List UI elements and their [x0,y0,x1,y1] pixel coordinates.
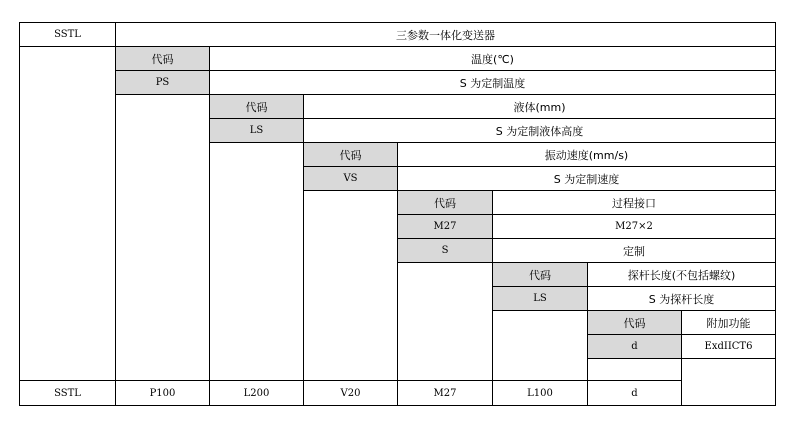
example-cell: P100 [115,380,210,406]
spacer-cell [492,310,588,381]
vibration-code-header: 代码 [303,142,398,167]
process-option1-code: M27 [397,214,493,239]
spacer-cell [397,262,493,381]
vibration-desc: S 为定制速度 [397,166,776,191]
example-cell: V20 [303,380,398,406]
example-cell: L200 [209,380,304,406]
vibration-code: VS [303,166,398,191]
product-title-cell: 三参数一体化变送器 [115,22,776,47]
extra-code-header: 代码 [587,310,682,335]
vibration-header: 振动速度(mm/s) [397,142,776,167]
temperature-code-header: 代码 [115,46,210,71]
process-option2-desc: 定制 [492,238,776,263]
liquid-desc: S 为定制液体高度 [303,118,776,143]
spacer-cell [115,94,210,381]
liquid-code-header: 代码 [209,94,304,119]
example-cell: M27 [397,380,493,406]
probe-code: LS [492,286,588,311]
spacer-cell [681,358,776,406]
extra-desc: ExdIICT6 [681,334,776,359]
liquid-header: 液体(mm) [303,94,776,119]
temperature-header: 温度(℃) [209,46,776,71]
example-cell: SSTL [19,380,116,406]
example-cell: L100 [492,380,588,406]
process-option1-desc: M27×2 [492,214,776,239]
spacer-cell [587,358,682,381]
probe-code-header: 代码 [492,262,588,287]
process-code-header: 代码 [397,190,493,215]
model-code-cell: SSTL [19,22,116,47]
extra-code: d [587,334,682,359]
liquid-code: LS [209,118,304,143]
example-cell: d [587,380,682,406]
process-header: 过程接口 [492,190,776,215]
process-option2-code: S [397,238,493,263]
extra-header: 附加功能 [681,310,776,335]
spacer-cell [303,190,398,381]
spacer-cell [209,142,304,381]
temperature-desc: S 为定制温度 [209,70,776,95]
probe-header: 探杆长度(不包括螺纹) [587,262,776,287]
spacer-cell [19,46,116,381]
probe-desc: S 为探杆长度 [587,286,776,311]
temperature-code: PS [115,70,210,95]
